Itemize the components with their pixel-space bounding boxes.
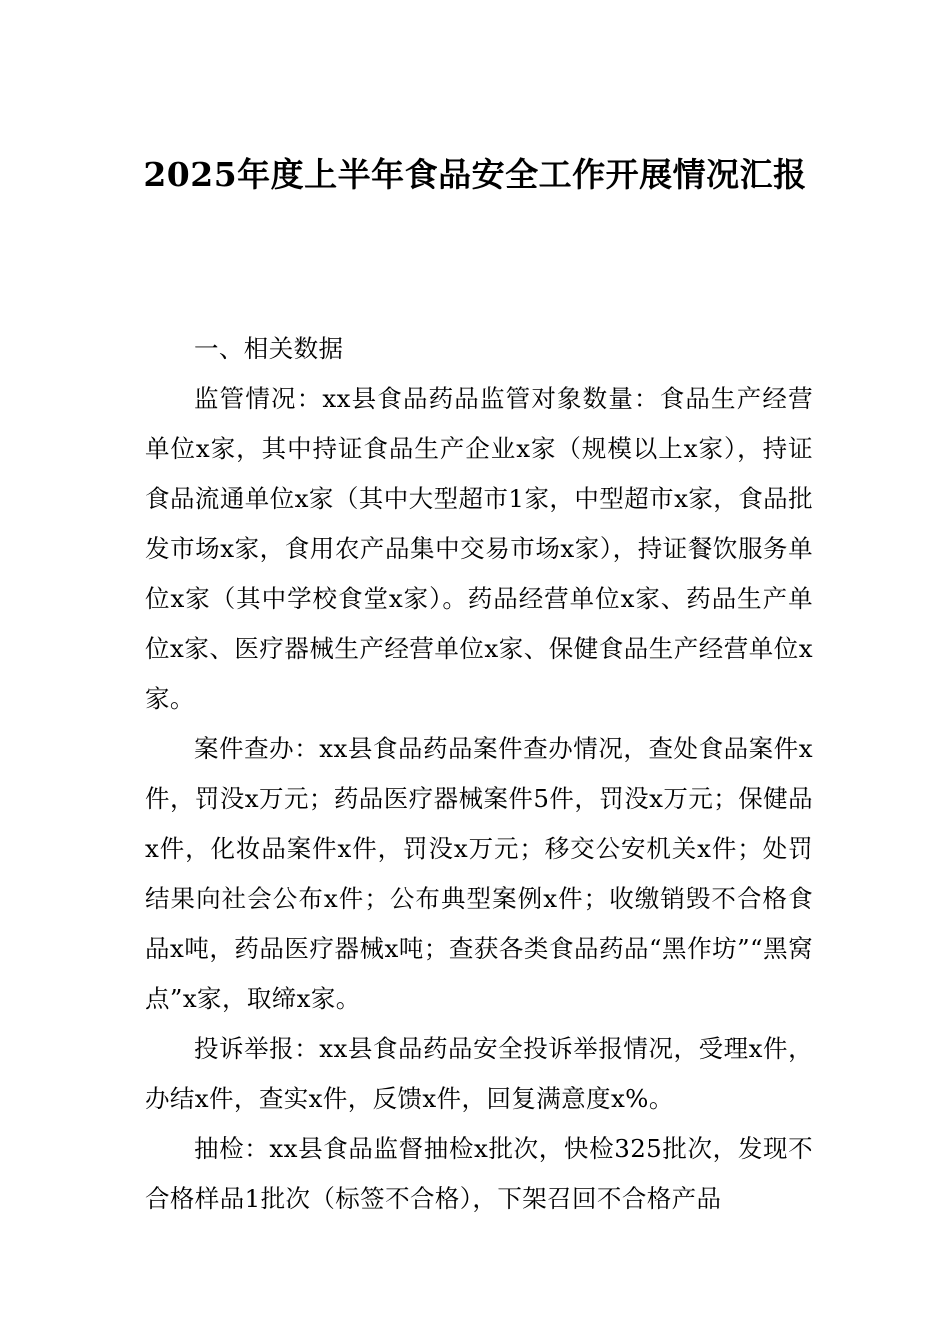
paragraph-supervision: 监管情况：xx县食品药品监管对象数量：食品生产经营单位x家，其中持证食品生产企业x家（规模以上x家），持证食品流通单位x家（其中大型超市1家，中型超市x家，食品批发市场x家，食用农产品集中交易市场x家），持证餐饮服务单位x家（其中学校食堂x家）。药品经营单位x家、药品生产单位x家、医疗器械生产经营单位x家、保健食品生产经营单位x家。 — [145, 384, 813, 713]
paragraph-case-handling: 案件查办：xx县食品药品案件查办情况，查处食品案件x件，罚没x万元；药品医疗器械案件5件，罚没x万元；保健品x件，化妆品案件x件，罚没x万元；移交公安机关x件；处罚结果向社会公布x件；公布典型案例x件；收缴销毁不合格食品x吨，药品医疗器械x吨；查获各类食品药品“黑作坊”“黑窝点”x家，取缔x家。 — [145, 734, 813, 1013]
section-heading: 一、相关数据 — [194, 334, 344, 363]
paragraph-sampling: 抽检：xx县食品监督抽检x批次，快检325批次，发现不合格样品1批次（标签不合格），下架召回不合格产品 — [145, 1134, 813, 1213]
document-title: 2025年度上半年食品安全工作开展情况汇报 — [143, 155, 807, 194]
document-body — [145, 324, 813, 1224]
paragraph-complaints: 投诉举报：xx县食品药品安全投诉举报情况，受理x件，办结x件，查实x件，反馈x件，回复满意度x%。 — [145, 1034, 813, 1113]
